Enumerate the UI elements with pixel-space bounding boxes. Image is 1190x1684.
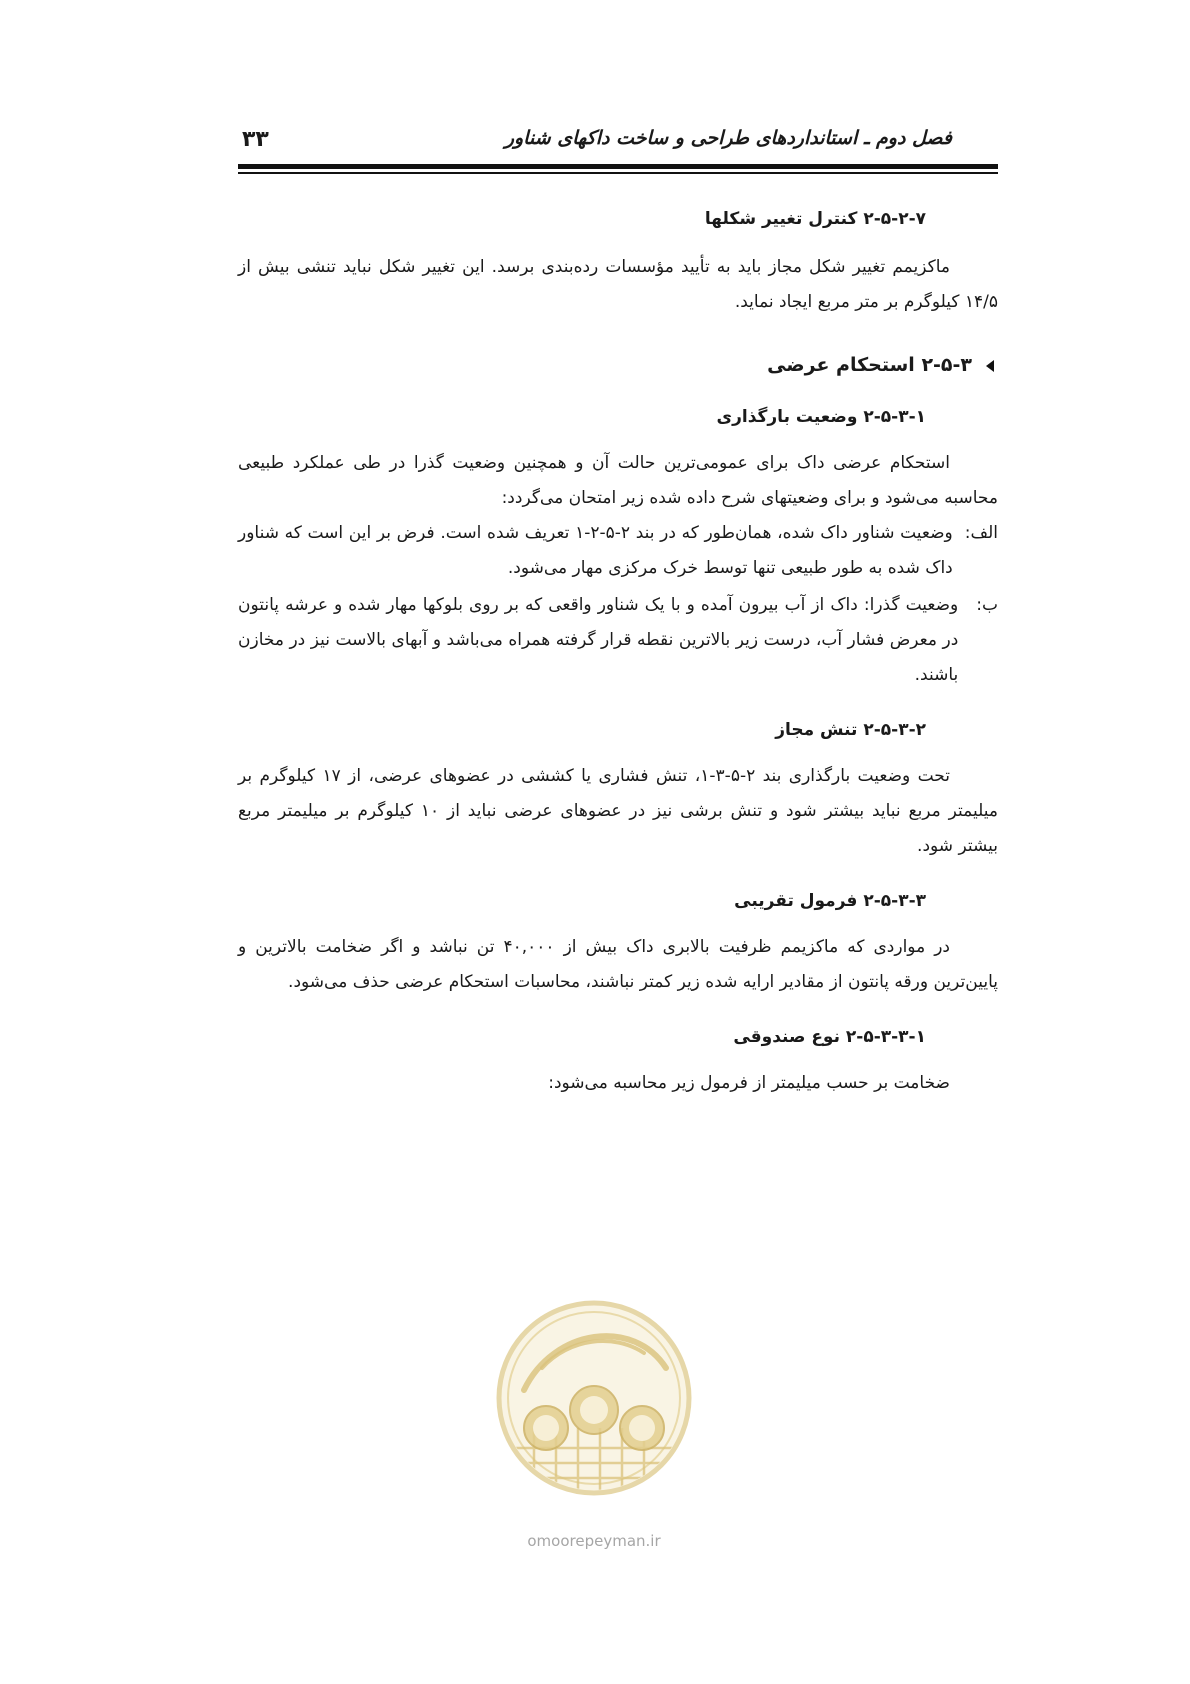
list-item-label: ب: [976, 595, 998, 615]
heading-2-5-2-7: ۲-۵-۲-۷ کنترل تغییر شکلها [704, 209, 926, 229]
list-item-text: وضعیت گذرا: داک از آب بیرون آمده و با یک شناور واقعی که بر روی بلوکها مهار شده و عرشه پانتون در معرض فشار آب، درست زیر بالاترین نقطه قرار گرفته همراه می‌باشد و آبهای بالاست نیز در مخازن باشند. [238, 595, 959, 685]
heading-2-5-3 [238, 350, 994, 380]
list-item-text: وضعیت شناور داک شده، همان‌طور که در بند ۲-۵-۲-۱ تعریف شده است. فرض بر این است که شناور داک شده به طور طبیعی تنها توسط خرک مرکزی مهار می‌شود. [238, 523, 953, 578]
heading-2-5-3-3-1: ۲-۵-۳-۳-۱ نوع صندوقی [733, 1027, 926, 1047]
paragraph-approximate-formula: در مواردی که ماکزیمم ظرفیت بالابری داک بیش از ۴۰,۰۰۰ تن نباشد و اگر ضخامت بالاترین و پایین‌ترین ورقه پانتون از مقادیر ارایه شده زیر کمتر نباشند، محاسبات استحکام عرضی حذف می‌شود. [238, 937, 998, 992]
list-item-label: الف: [964, 523, 998, 543]
watermark-logo [494, 1298, 694, 1498]
heading-2-5-3-text: ۲-۵-۳ استحکام عرضی [767, 354, 972, 376]
heading-2-5-3-2: ۲-۵-۳-۲ تنش مجاز [775, 720, 926, 740]
header-title: فصل دوم ـ استانداردهای طراحی و ساخت داکهای شناور [504, 127, 952, 149]
header-rule-thin [238, 172, 998, 174]
paragraph-deformation: ماکزیمم تغییر شکل مجاز باید به تأیید مؤسسات رده‌بندی برسد. این تغییر شکل نباید تنشی بیش از ۱۴/۵ کیلوگرم بر متر مربع ایجاد نماید. [238, 257, 998, 312]
watermark-site-url: omoorepeyman.ir [527, 1532, 661, 1550]
paragraph-allowable-stress: تحت وضعیت بارگذاری بند ۲-۵-۳-۱، تنش فشاری یا کششی در عضوهای عرضی، از ۱۷ کیلوگرم بر میلیمتر مربع نباید بیشتر شود و تنش برشی نیز در عضوهای عرضی نباید از ۱۰ کیلوگرم بر میلیمتر مربع بیشتر شود. [238, 766, 998, 856]
heading-2-5-3-3: ۲-۵-۳-۳ فرمول تقریبی [734, 891, 926, 911]
list-item [238, 516, 998, 586]
heading-2-5-3-1: ۲-۵-۳-۱ وضعیت بارگذاری [716, 407, 926, 427]
paragraph-box-type: ضخامت بر حسب میلیمتر از فرمول زیر محاسبه می‌شود: [548, 1073, 950, 1093]
arrow-bullet-icon [986, 360, 994, 372]
paragraph-loading-condition: استحکام عرضی داک برای عمومی‌ترین حالت آن و همچنین وضعیت گذرا در طی عملکرد طبیعی محاسبه می‌شود و برای وضعیتهای شرح داده شده زیر امتحان می‌گردد: [238, 453, 998, 508]
page-content [238, 204, 998, 1101]
page-number: ۳۳ [242, 127, 269, 152]
header-rule-thick [238, 164, 998, 169]
list-item [238, 588, 998, 693]
